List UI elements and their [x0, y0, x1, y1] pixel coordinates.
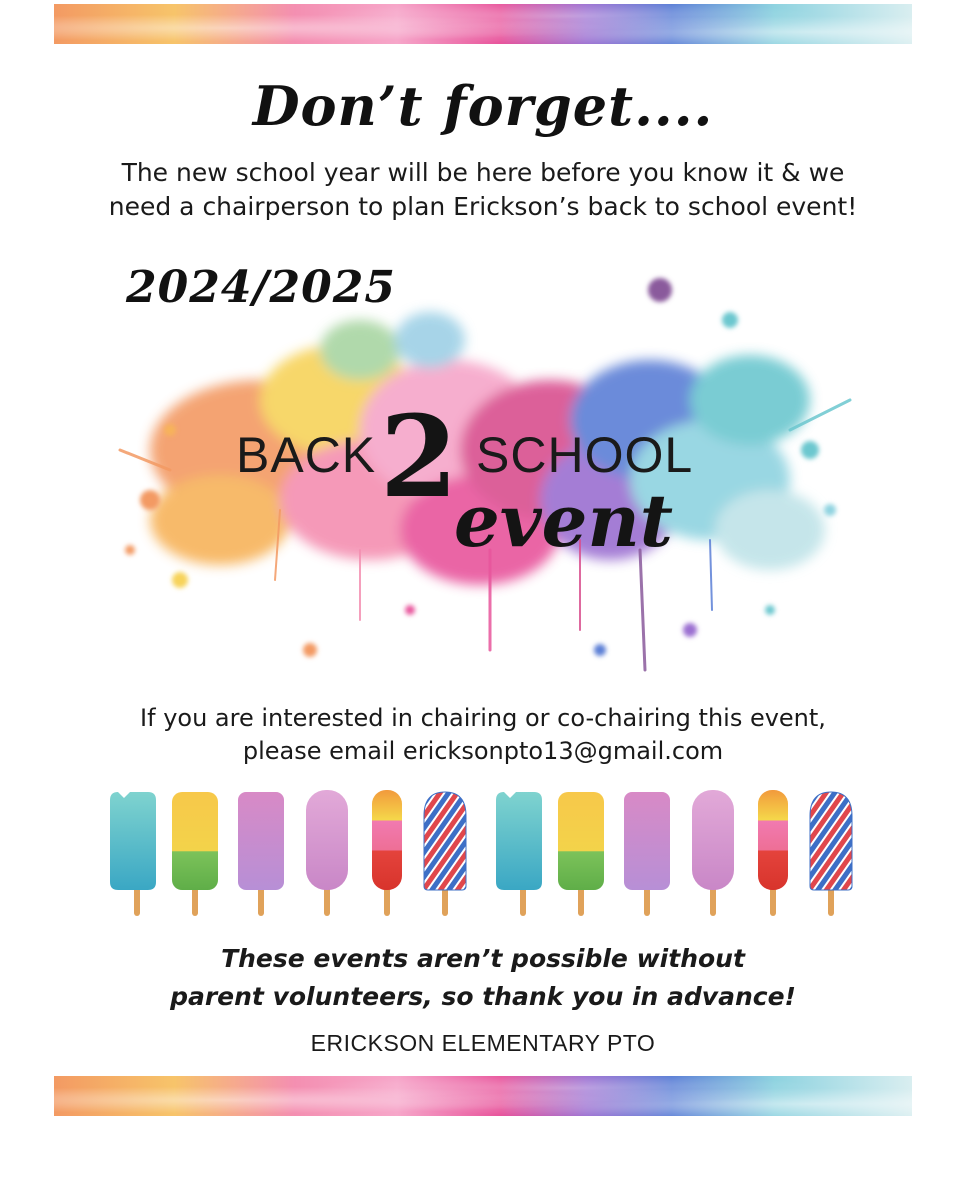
logo-two-numeral: 2	[380, 392, 458, 523]
intro-line-2: need a chairperson to plan Erickson’s back to school event!	[108, 192, 858, 221]
contact-line-2: please email ericksonpto13@gmail.com	[242, 737, 724, 765]
school-years: 2024/2025	[126, 262, 396, 313]
logo-event-word: event	[454, 478, 674, 563]
intro-line-1: The new school year will be here before you know it & we	[121, 158, 845, 187]
thanks-line-2: parent volunteers, so thank you in advance!	[170, 982, 796, 1011]
intro-text	[0, 156, 966, 224]
headline: Don’t forget....	[252, 74, 714, 138]
contact-text	[0, 702, 966, 768]
thank-you-text	[0, 940, 966, 1016]
logo-back-word: BACK	[236, 427, 377, 483]
thanks-line-1: These events aren’t possible without	[221, 944, 745, 973]
popsicle-row	[100, 786, 870, 926]
contact-line-1: If you are interested in chairing or co-chairing this event,	[140, 704, 826, 732]
bottom-watercolor-band	[54, 1076, 912, 1116]
logo-school-word: SCHOOL	[476, 427, 694, 483]
top-watercolor-band	[54, 4, 912, 44]
organization-name: ERICKSON ELEMENTARY PTO	[310, 1030, 656, 1056]
